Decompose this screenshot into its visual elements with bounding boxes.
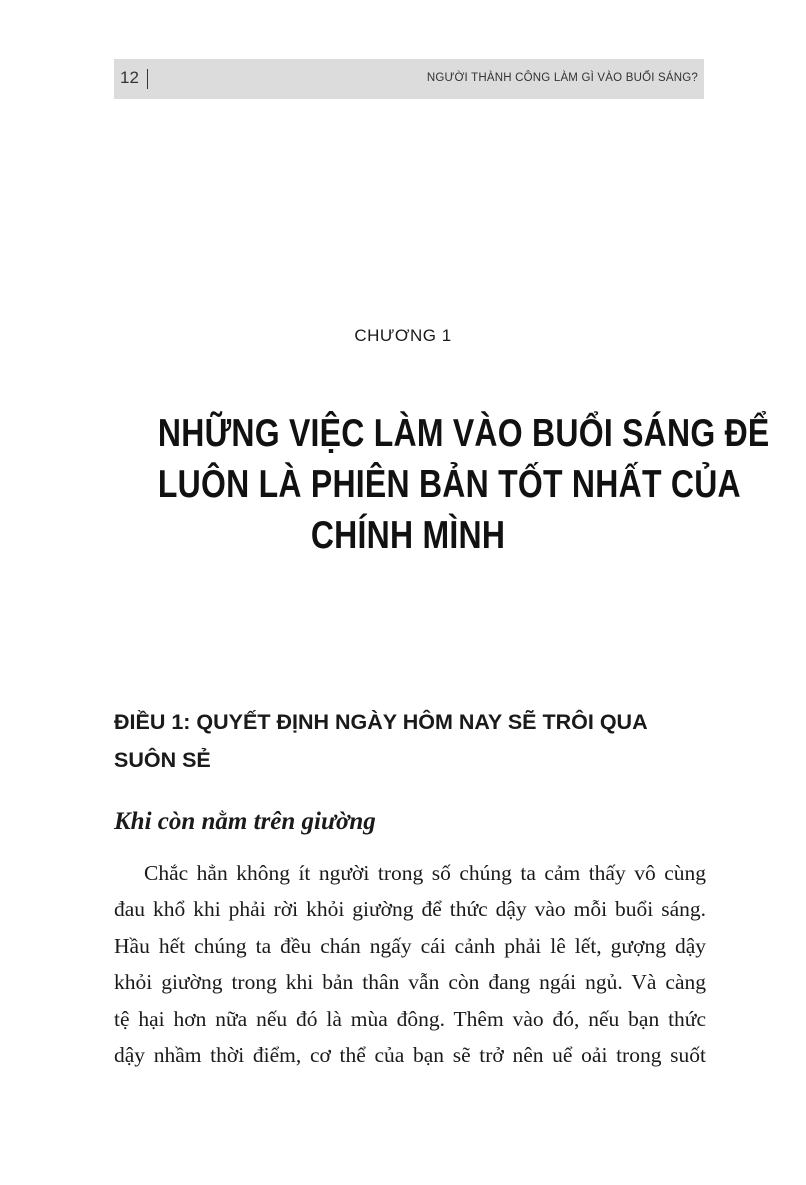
chapter-label: CHƯƠNG 1 (354, 326, 452, 345)
chapter-title-line: LUÔN LÀ PHIÊN BẢN TỐT NHẤT CỦA (157, 463, 741, 506)
chapter-title (157, 408, 770, 561)
chapter-title-line: CHÍNH MÌNH (310, 514, 506, 557)
body-line: đau khổ khi phải rời khỏi giường để thức dậy vào mỗi buổi sáng. (114, 897, 706, 922)
page-number: 12 (120, 68, 139, 87)
section-heading-line: SUÔN SẺ (114, 748, 211, 772)
body-line: tệ hại hơn nữa nếu đó là mùa đông. Thêm vào đó, nếu bạn thức (114, 1006, 706, 1031)
running-header (114, 59, 704, 99)
body-line: dậy nhầm thời điểm, cơ thể của bạn sẽ trở nên uể oải trong suốt (114, 1043, 706, 1068)
body-line: khỏi giường trong khi bản thân vẫn còn đang ngái ngủ. Và càng (114, 970, 706, 995)
section-heading-line: ĐIỀU 1: QUYẾT ĐỊNH NGÀY HÔM NAY SẼ TRÔI QUA (114, 710, 648, 734)
section-heading (114, 703, 714, 779)
chapter-title-line: NHỮNG VIỆC LÀM VÀO BUỔI SÁNG ĐỂ (157, 412, 770, 455)
body-paragraph (114, 855, 706, 1073)
running-title: NGƯỜI THÀNH CÔNG LÀM GÌ VÀO BUỔI SÁNG? (426, 72, 698, 84)
body-line: Hầu hết chúng ta đều chán ngấy cái cảnh phải lê lết, gượng dậy (114, 933, 706, 958)
body-line: Chắc hẳn không ít người trong số chúng ta cảm thấy vô cùng (144, 861, 706, 885)
header-divider (147, 69, 148, 89)
section-subheading: Khi còn nằm trên giường (114, 808, 376, 835)
